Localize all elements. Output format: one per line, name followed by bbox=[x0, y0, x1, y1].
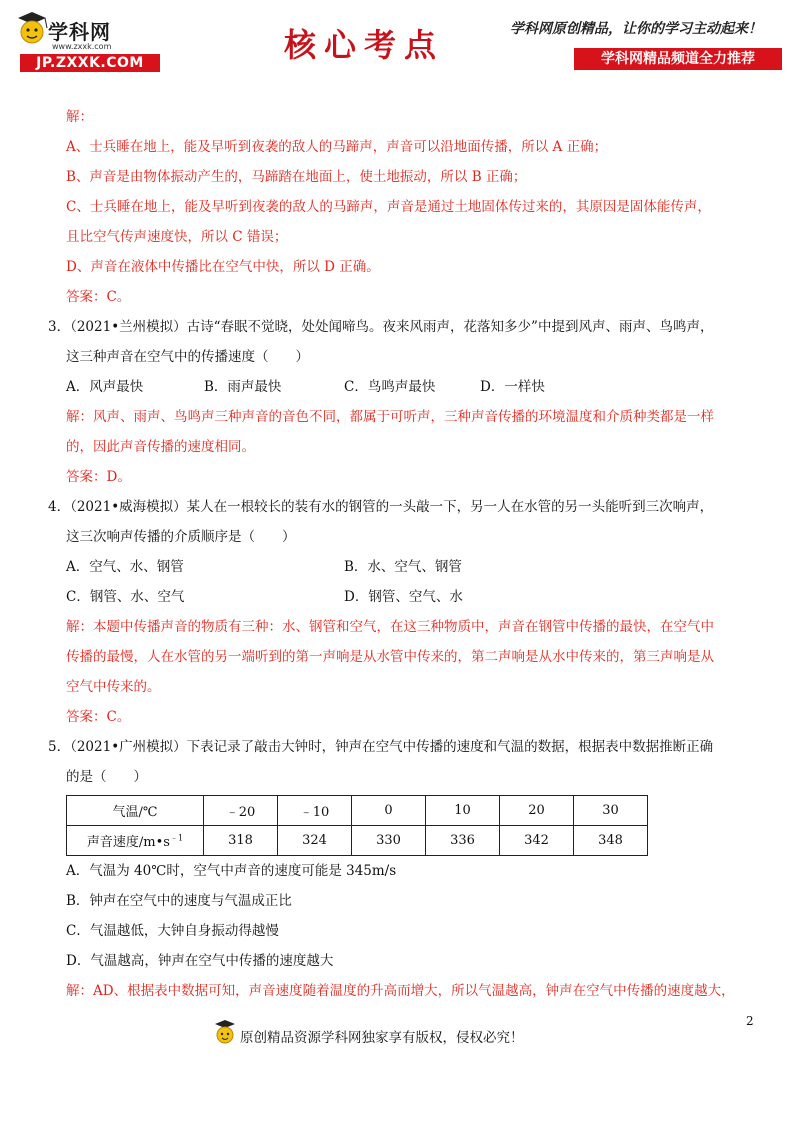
q5-option-d: D．气温越高，钟声在空气中传播的速度越大 bbox=[66, 953, 334, 969]
table-cell: 20 bbox=[500, 796, 574, 826]
q4-option-c: C．钢管、水、空气 bbox=[66, 589, 185, 605]
q5-option-c: C．气温越低，大钟自身振动得越慢 bbox=[66, 923, 279, 939]
q5-option-a: A．气温为 40℃时，空气中声音的速度可能是 345m/s bbox=[66, 863, 397, 879]
page-header bbox=[0, 0, 800, 82]
q2-solution-line: 且比空气传声速度快，所以 C 错误； bbox=[66, 229, 288, 245]
temperature-speed-table bbox=[66, 795, 648, 856]
table-cell: 30 bbox=[574, 796, 648, 826]
q4-answer: 答案：C。 bbox=[66, 709, 131, 725]
q5-option-b: B．钟声在空气中的速度与气温成正比 bbox=[66, 893, 292, 909]
q5-solution: 解：AD、根据表中数据可知，声音速度随着温度的升高而增大，所以气温越高，钟声在空气中传播的速度越大， bbox=[66, 983, 735, 999]
q2-answer: 答案：C。 bbox=[66, 289, 131, 305]
q3-option-b: B．雨声最快 bbox=[204, 379, 282, 395]
header-slogan: 学科网原创精品，让你的学习主动起来！ bbox=[510, 21, 762, 37]
table-cell: 324 bbox=[278, 826, 352, 856]
q4-solution: 解：本题中传播声音的物质有三种：水、钢管和空气，在这三种物质中，声音在钢管中传播的最快，在空气中 bbox=[66, 619, 714, 635]
q4-option-a: A．空气、水、钢管 bbox=[66, 559, 184, 575]
q3-option-a: A．风声最快 bbox=[66, 379, 144, 395]
mascot-icon bbox=[212, 1018, 238, 1048]
q3-solution: 的，因此声音传播的速度相同。 bbox=[66, 439, 255, 455]
q3-option-c: C．鸟鸣声最快 bbox=[344, 379, 436, 395]
q2-solution-line: D、声音在液体中传播比在空气中快，所以 D 正确。 bbox=[66, 259, 380, 275]
logo-domain-bar: JP.ZXXK.COM bbox=[20, 54, 160, 72]
q4-solution: 传播的最慢，人在水管的另一端听到的第一声响是从水管中传来的，第二声响是从水中传来的，第三声响是从 bbox=[66, 649, 714, 665]
table-cell: 342 bbox=[500, 826, 574, 856]
logo-url: www.zxxk.com bbox=[52, 42, 112, 51]
unit-label: 声音速度/m•s bbox=[86, 835, 170, 850]
table-cell: 330 bbox=[352, 826, 426, 856]
table-header-cell bbox=[67, 826, 204, 856]
q3-stem: 这三种声音在空气中的传播速度（ ） bbox=[66, 349, 309, 365]
table-cell: 336 bbox=[426, 826, 500, 856]
page-number: 2 bbox=[746, 1014, 754, 1028]
mascot-icon bbox=[12, 8, 52, 52]
q5-stem: 5．（2021•广州模拟）下表记录了敲击大钟时，钟声在空气中传播的速度和气温的数据，根据表中数据推断正确 bbox=[48, 739, 714, 755]
page-title: 核心考点 bbox=[284, 26, 445, 64]
header-tag: 学科网精品频道全力推荐 bbox=[574, 48, 782, 70]
q2-solution-line: 解： bbox=[66, 109, 93, 125]
q3-solution: 解：风声、雨声、鸟鸣声三种声音的音色不同，都属于可听声，三种声音传播的环境温度和介质种类都是一样 bbox=[66, 409, 714, 425]
q4-stem: 4．（2021•威海模拟）某人在一根较长的装有水的钢管的一头敲一下，另一人在水管的另一头能听到三次响声， bbox=[48, 499, 714, 515]
q2-solution-line: C、士兵睡在地上，能及早听到夜袭的敌人的马蹄声，声音是通过土地固体传过来的，其原因是固体能传声， bbox=[66, 199, 711, 215]
table-header-cell: 气温/℃ bbox=[67, 796, 204, 826]
logo-text: 学科网 bbox=[48, 20, 111, 44]
table-cell: 318 bbox=[204, 826, 278, 856]
table-cell: ﹣10 bbox=[278, 796, 352, 826]
copyright-notice: 原创精品资源学科网独家享有版权，侵权必究！ bbox=[240, 1030, 524, 1046]
q3-answer: 答案：D。 bbox=[66, 469, 131, 485]
q4-solution: 空气中传来的。 bbox=[66, 679, 161, 695]
q3-option-d: D．一样快 bbox=[480, 379, 545, 395]
table-cell: ﹣20 bbox=[204, 796, 278, 826]
q5-stem: 的是（ ） bbox=[66, 769, 147, 785]
q2-solution-line: B、声音是由物体振动产生的，马蹄踏在地面上，使土地振动，所以 B 正确； bbox=[66, 169, 527, 185]
table-row bbox=[67, 796, 648, 826]
q4-option-b: B．水、空气、钢管 bbox=[344, 559, 462, 575]
q2-solution-line: A、士兵睡在地上，能及早听到夜袭的敌人的马蹄声，声音可以沿地面传播，所以 A 正确； bbox=[66, 139, 608, 155]
table-cell: 10 bbox=[426, 796, 500, 826]
q3-stem: 3．（2021•兰州模拟）古诗“春眠不觉晓，处处闻啼鸟。夜来风雨声，花落知多少”中提到风声、雨声、鸟鸣声， bbox=[48, 319, 714, 335]
q4-stem: 这三次响声传播的介质顺序是（ ） bbox=[66, 529, 296, 545]
zxxk-logo[interactable] bbox=[12, 8, 158, 70]
table-row bbox=[67, 826, 648, 856]
table-cell: 0 bbox=[352, 796, 426, 826]
unit-exponent: ﹣1 bbox=[169, 833, 184, 843]
q4-option-d: D．钢管、空气、水 bbox=[344, 589, 463, 605]
table-cell: 348 bbox=[574, 826, 648, 856]
